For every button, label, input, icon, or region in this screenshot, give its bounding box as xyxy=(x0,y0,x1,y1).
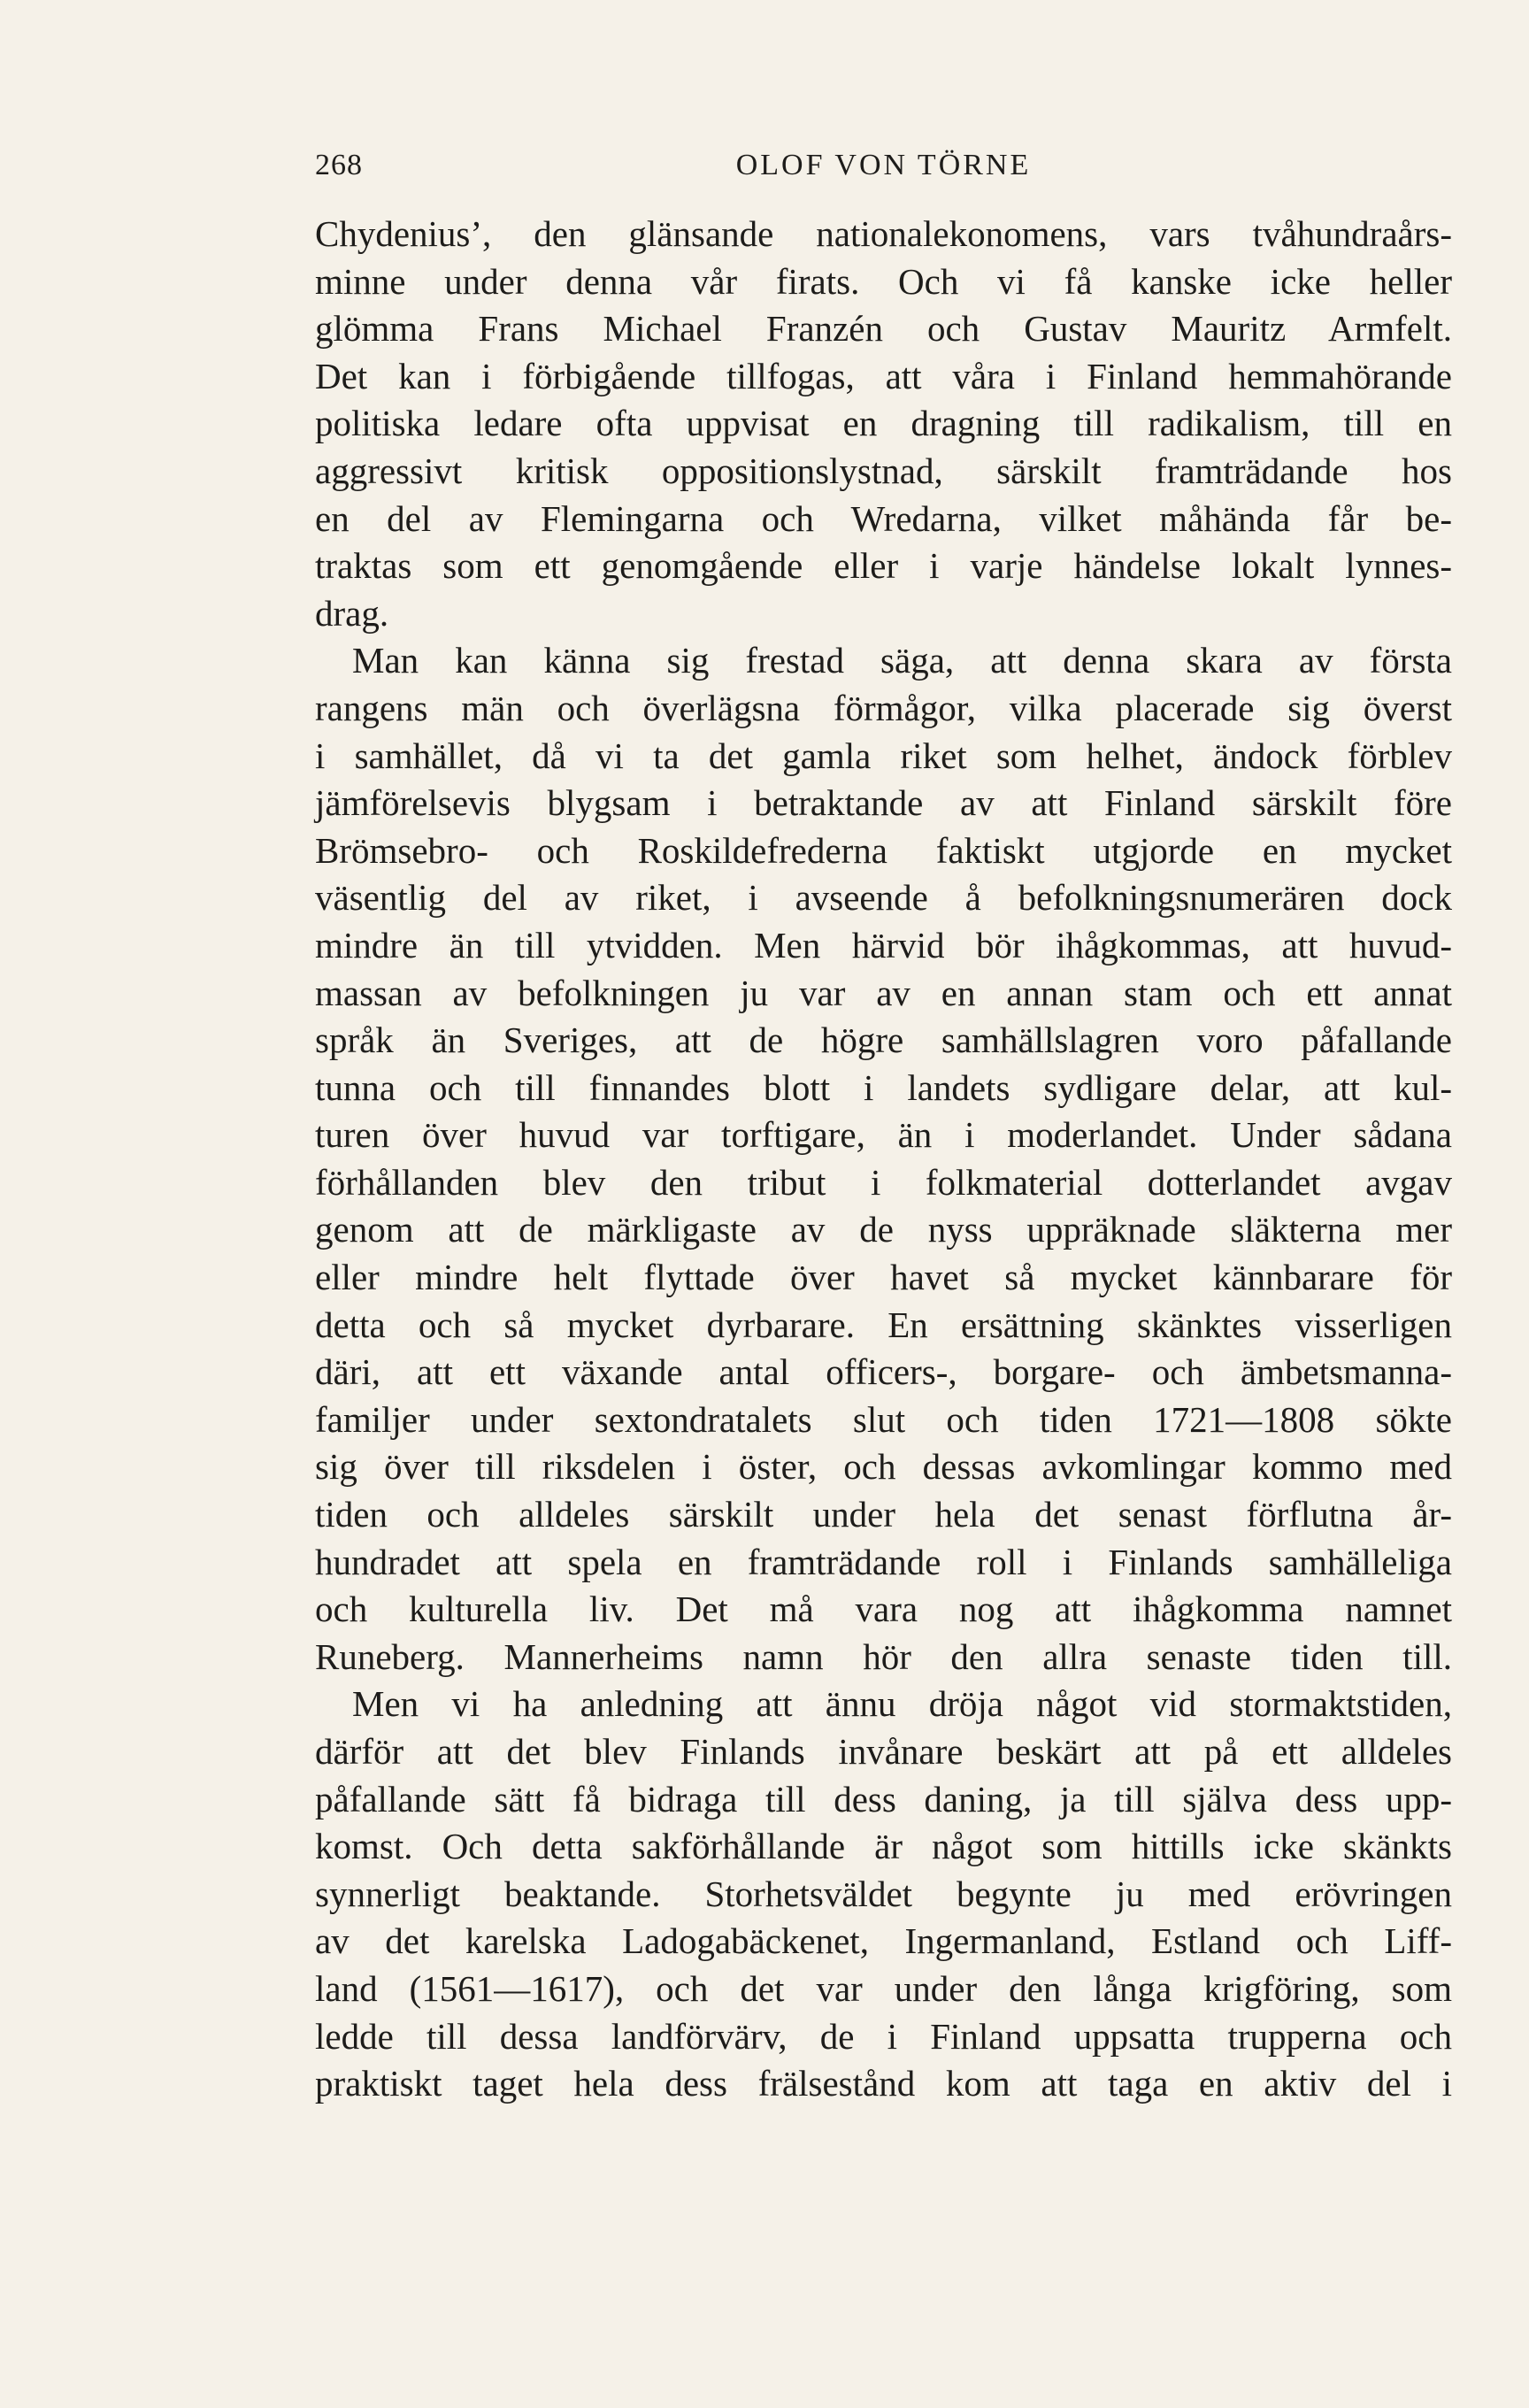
text-line: jämförelsevis blygsam i betraktande av att Finland särskilt före xyxy=(315,782,1452,824)
text-line: Man kan känna sig frestad säga, att denna skara av första xyxy=(352,640,1452,681)
text-line: en del av Flemingarna och Wredarna, vilket måhända får be- xyxy=(315,497,1452,539)
text-line: ledde till dessa landförvärv, de i Finland uppsatta trupperna och xyxy=(315,2015,1452,2057)
text-line: påfallande sätt få bidraga till dess daning, ja till själva dess upp- xyxy=(315,1778,1452,1819)
text-line: Men vi ha anledning att ännu dröja något vid stormaktstiden, xyxy=(352,1683,1452,1725)
text-line: Chydenius’, den glänsande nationalekonomens, vars tvåhundraårs- xyxy=(315,213,1452,254)
text-line: rangens män och överlägsna förmågor, vilka placerade sig överst xyxy=(315,687,1452,728)
page-header xyxy=(315,149,1452,193)
text-line: Det kan i förbigående tillfogas, att våra i Finland hemmahörande xyxy=(315,355,1452,396)
text-line: förhållanden blev den tribut i folkmaterial dotterlandet avgav xyxy=(315,1161,1452,1203)
text-line: eller mindre helt flyttade över havet så mycket kännbarare för xyxy=(315,1257,1452,1298)
text-line: väsentlig del av riket, i avseende å befolkningsnumerären dock xyxy=(315,877,1452,919)
text-line: glömma Frans Michael Franzén och Gustav Mauritz Armfelt. xyxy=(315,308,1452,350)
text-line: i samhället, då vi ta det gamla riket som helhet, ändock förblev xyxy=(315,735,1452,776)
text-line: och kulturella liv. Det må vara nog att ihågkomma namnet xyxy=(315,1589,1452,1630)
text-line: mindre än till ytvidden. Men härvid bör ihågkommas, att huvud- xyxy=(315,924,1452,966)
text-line: Brömsebro- och Roskildefrederna faktiskt utgjorde en mycket xyxy=(315,829,1452,871)
text-line: genom att de märkligaste av de nyss uppräknade släkterna mer xyxy=(315,1209,1452,1250)
text-line: tunna och till finnandes blott i landets sydligare delar, att kul- xyxy=(315,1066,1452,1108)
text-line: detta och så mycket dyrbarare. En ersättning skänktes visserligen xyxy=(315,1304,1452,1345)
text-line: familjer under sextondratalets slut och tiden 1721—1808 sökte xyxy=(315,1398,1452,1440)
text-line: sig över till riksdelen i öster, och dessas avkomlingar kommo med xyxy=(315,1446,1452,1488)
running-head: OLOF VON TÖRNE xyxy=(735,149,1032,181)
text-line: hundradet att spela en framträdande roll i Finlands samhälleliga xyxy=(315,1541,1452,1582)
text-line: däri, att ett växande antal officers-, borgare- och ämbetsmanna- xyxy=(315,1351,1452,1393)
text-line: språk än Sveriges, att de högre samhällslagren voro påfallande xyxy=(315,1019,1452,1061)
text-line: komst. Och detta sakförhållande är något som hittills icke skänkts xyxy=(315,1826,1452,1867)
page-number: 268 xyxy=(315,149,363,181)
text-line: traktas som ett genomgående eller i varje händelse lokalt lynnes- xyxy=(315,545,1452,587)
text-line: synnerligt beaktande. Storhetsväldet begynte ju med erövringen xyxy=(315,1873,1452,1914)
text-line: politiska ledare ofta uppvisat en dragning till radikalism, till en xyxy=(315,403,1452,444)
text-line: praktiskt taget hela dess frälsestånd kom att taga en aktiv del i xyxy=(315,2063,1452,2104)
text-line: drag. xyxy=(315,592,389,634)
text-line: minne under denna vår firats. Och vi få kanske icke heller xyxy=(315,260,1452,302)
text-line: land (1561—1617), och det var under den långa krigföring, som xyxy=(315,1967,1452,2009)
body-text xyxy=(315,211,1452,2108)
text-line: därför att det blev Finlands invånare beskärt att på ett alldeles xyxy=(315,1731,1452,1772)
text-line: tiden och alldeles särskilt under hela det senast förflutna år- xyxy=(315,1494,1452,1535)
text-line: Runeberg. Mannerheims namn hör den allra senaste tiden till. xyxy=(315,1635,1452,1677)
text-line: aggressivt kritisk oppositionslystnad, särskilt framträdande hos xyxy=(315,450,1452,491)
text-line: massan av befolkningen ju var av en annan stam och ett annat xyxy=(315,972,1452,1013)
text-line: av det karelska Ladogabäckenet, Ingermanland, Estland och Liff- xyxy=(315,1920,1452,1962)
text-line: turen över huvud var torftigare, än i moderlandet. Under sådana xyxy=(315,1114,1452,1156)
